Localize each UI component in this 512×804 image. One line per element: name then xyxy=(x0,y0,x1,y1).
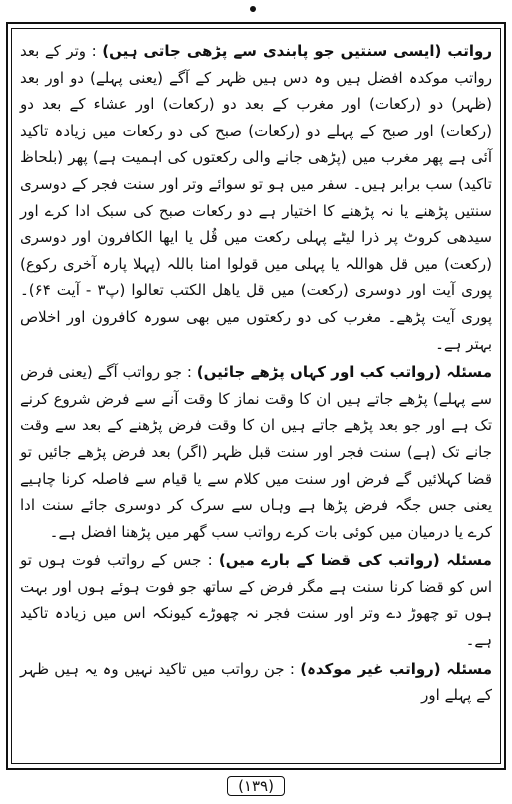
paragraph-masala-ghair-mokadda xyxy=(20,656,492,709)
top-ornament-dot xyxy=(250,6,256,12)
page-number: (۱۳۹) xyxy=(227,776,285,796)
paragraph-rawatib xyxy=(20,38,492,357)
paragraph-body: : جس کے رواتب فوت ہوں تو اس کو قضا کرنا سنت ہے مگر فرض کے ساتھ جو فوت ہوئے ہوں اور بہت ہوں تو چھوڑ دے وتر اور سنت فجر نہ چھوڑے کیونکہ اس میں زیادہ تاکید ہے۔ xyxy=(20,551,492,650)
paragraph-heading: رواتب (ایسی سنتیں جو پابندی سے پڑھی جاتی ہیں) xyxy=(102,42,492,60)
paragraph-body: : جو رواتب آگے (یعنی فرض سے پہلے) پڑھے جاتے ہیں ان کا وقت نماز کا وقت آنے سے فرض شروع کرنے تک ہے اور جو بعد پڑھے جاتے ہیں ان کا وقت فرض پڑھنے کے بعد سے وقت جانے تک (ہے) سنت فجر اور سنت قبل ظہر (اگر) بعد فرض پڑھے جائیں تو قضا کہلائیں گے فرض اور سنت میں کلام سے یا قیام سے فاصلہ کرنا چاہیے یعنی جس جگہ فرض پڑھا ہے وہاں سے سرک کر دوسری جائے سنت ادا کرے یا درمیان میں کوئی بات کرے رواتب سب گھر میں پڑھنا افضل ہے۔ xyxy=(20,363,492,541)
paragraph-masala-when-where xyxy=(20,359,492,545)
page-text xyxy=(20,38,492,709)
paragraph-body: : وتر کے بعد رواتب موکدہ افضل ہیں وہ دس ہیں ظہر کے آگے (یعنی پہلے) دو اور بعد (ظہر) دو (رکعات) اور مغرب کے بعد دو (رکعات) اور عشاء کے بعد دو (رکعات) اور صبح کے پہلے دو (رکعات) صبح کی دو رکعات میں زیادہ تاکید آئی ہے پھر مغرب میں (پڑھی جانے والی رکعتوں کی اہمیت ہے) پھر (بلحاظ تاکید) سب برابر ہیں۔ سفر میں ہو تو سوائے وتر اور سنت فجر کے دوسری سنتیں پڑھنے یا نہ پڑھنے کا اختیار ہے دو رکعات صبح کی سبک ادا کرے اور سیدھی کروٹ پر ذرا لیٹے پہلی رکعت میں قُل یا ایھا الکافرون اور دوسری (رکعت) میں قل ھواللہ یا پہلی میں قولوا امنا باللہ (پہلا پارہ آخری رکوع) پوری آیت اور دوسری (رکعت) میں قل یاھل الکتب تعالوا (پ۳ - آیت ۶۴)۔ پوری آیت پڑھے۔ مغرب کی دو رکعتوں میں بھی سورہ کافرون اور اخلاص بہتر ہے۔ xyxy=(20,42,492,353)
paragraph-heading: مسئلہ (رواتب غیر موکدہ) xyxy=(300,659,492,678)
paragraph-masala-qaza xyxy=(20,547,492,653)
paragraph-heading: مسئلہ (رواتب کب اور کہاں پڑھے جائیں) xyxy=(196,363,492,382)
paragraph-heading: مسئلہ (رواتب کی قضا کے بارے میں) xyxy=(218,551,492,570)
paragraph-body: : جن رواتب میں تاکید نہیں وہ یہ ہیں ظہر کے پہلے اور xyxy=(20,659,492,705)
page-footer xyxy=(0,776,512,796)
